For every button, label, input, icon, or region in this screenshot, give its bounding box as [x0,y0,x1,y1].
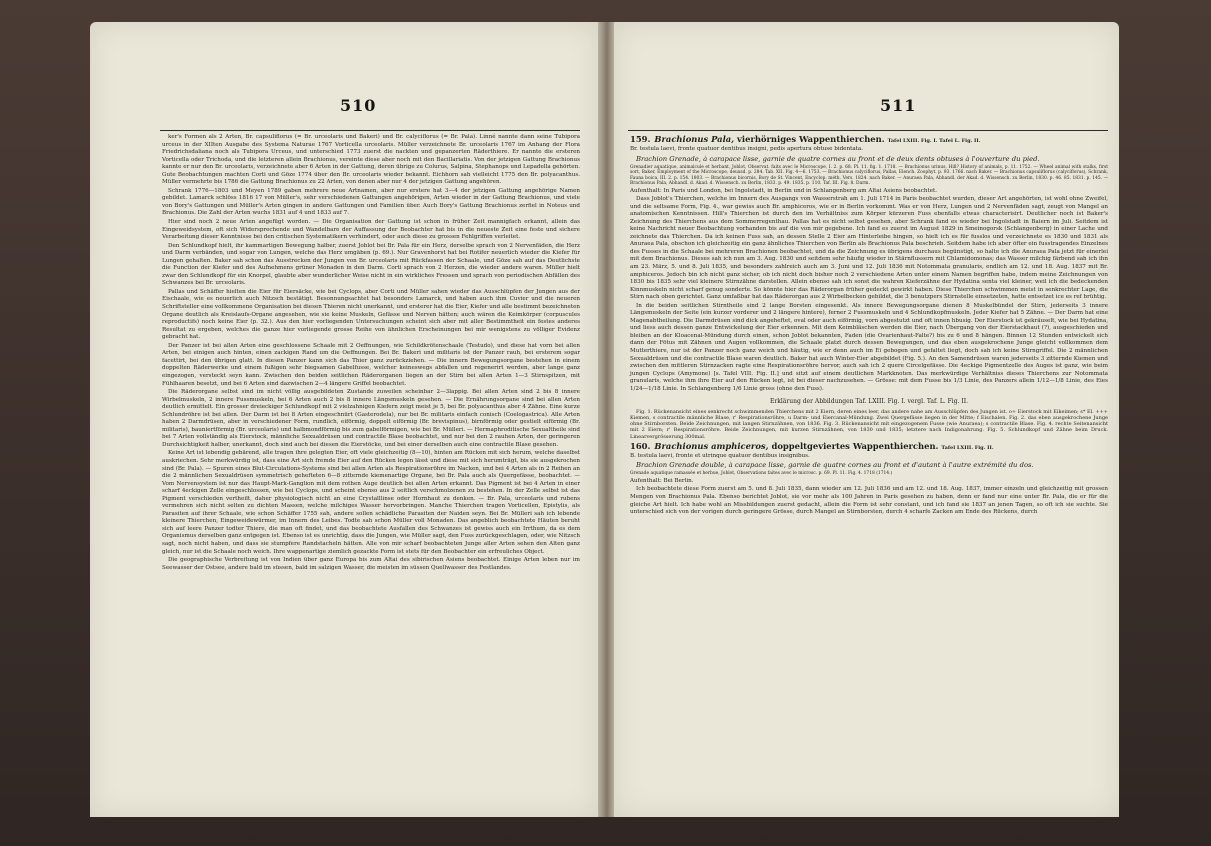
paragraph: Den Schlundkopf hielt, ihr kammartigen Bewegung halber, zuerst Joblot bei Br. Pala für ein Herz, derselbe sprach von 2 Nervenfäden, die Herz und Darm verbänden, und sogar von Lungen, welche das Herz umgäben (p. 69.). Nur Gravenhorst hat bei Rotifer neuerlich wieder die Kiefer für Lungen gehalten. Baker sah schon das Ausstrecken der Jungen von Br. urceolaris mit Rückfassen der Schaale, und Göze sah auf das Deutlichste die Function der Kiefer und des Aufnehmens grüner Monaden in den Darm. Corti sprach von 2 Herzen, die wieder andere waren. Müller hielt zwar den Schlundkopf für ein Knorpel, glaubte aber wunderlicher Weise nicht in ein wirkliches Fressen und sprach von periodischen Abfällen des Schwanzes bei Br. urceolaris. [162,242,580,287]
section-number: 159. [630,134,651,144]
paragraph: ker's Formen als 2 Arten, Br. capsuliflorus (= Br. urceolaris und Bakeri) und Br. calyciflorus (= Br. Pala). Linné nannte dann seine Tubipora urceus in der XIIten Ausgabe des Systema Naturae 1767 Vorticella urceolaris. Müller verzeichnete Br. urceolaris 1767 im Anhang der Flora Friedrichsdaliana noch als Tubipora Urceus, und unterschied 1773 zuerst die nackten und gepanzerten Räderthiere. Er nannte die ersteren Vorticella oder Trichoda, und die letzteren allein Brachionus, vereinte diese aber noch mit den Bacillariatis. Von der jetzigen Gattung Brachionus kannte er nur den Br. urceolaris, verzeichnete aber 6 Arten in der Gattung, deren übrige zu Colurus, Salpina, Stephanops und Lepadella gehörten. Gute Beobachtungen machten Corti und Göze 1774 über den Br. urceolaris wieder bekannt. Eichhorn sah vielleicht 1775 den Br. polyacanthus. Müller vermehrte bis 1786 die Gattung Brachionus zu 22 Arten, von denen aber nur 4 der jetzigen Gattung angehören. [162,134,580,186]
book-gutter [598,22,614,817]
page-number: 511 [880,96,917,115]
page-number: 510 [340,96,377,115]
plate-reference: Tafel LXIII. Fig. II. [941,444,994,451]
paragraph: Pallas und Schäffer hielten die Eier für Eiersäcke, wie bei Cyclops, aber Corti und Müller sahen wieder das Ausschlüpfen der Jungen aus der Eischaale, wie es neuerlich auch Nitzsch bestätigt. Besonnungsachtet hat besonders Lamarck, und haben auch ihm Cuvier und die neueren Schriftsteller eine vollkommene Organisation bei diesen Thieren nicht unerkannt, und ersterer hat die Eier, Kiefer und alle bestimmt bezeichneten Organe deutlich als Kreislaufs-Organe angesehen, wie sie keine Muskeln, Gefässe und Nerven hätten; auch wären die Keimkörper (corpuscules reproductifs) noch keine Eier (p. 32.). Aus den hier vorliegenden Untersuchungen scheint sich aber mit aller Bestimmtheit ein festes anderes Resultat zu ergeben, welches die ganze hier vorliegende grosse Reihe von ähnlichen Erscheinungen bei mir wenigstens zu völliger Evidenz gebracht hat. [162,288,581,341]
habitat: Aufenthalt: Bei Berlin. [630,477,694,484]
paragraph: Dass Joblot's Thierchen, welche im Innern des Ausgangs von Wasserstrah am 1. Juli 1714 in Paris beobachtet wurden, dieser Art angehörten, ist wohl ohne Zweifel, und die seltsame Form, Fig. 4., war gewiss auch Br. amphiceros, wie er in Berlin vorkommt. Was er von Herz, Lungen und 2 Nervenfäden sagt, zeugt von Mangel an anatomischen Kenntnissen. Hill's Thierchen ist durch den im Verhältniss zum Körper kürzeren Fuss ebenfalls etwas characterisirt. Deutlicher noch ist Baker's Zeichnung des Thierchens aus dem Sommerregenthau. Pallas hat es nicht selbst gesehen, aber Schrank fand es wieder bei Ingolstadt in Baiern im Juli. Seitdem ist keine Nachricht neuer Beobachtung vorhanden bis auf die von mir gegebene. Ich fand es zuerst im August 1829 in Smeinogorsk (Schlangenberg) in einer Lache und zeichnete das Thierchen. Da ich keinen Fuss sah, an dessen Stelle 2 Eier am Hinterleibe hingen, so hielt ich es für fusslos und verzeichnete es 1830 und 1831 als Anuraea Pala, obschon ich gleichzeitig ein ganz ähnliches Thierchen von Berlin als Brachionus Pala beschrieb. Seitdem habe ich aber öfter ein fusstragendes Einzelnes des Fusses in die Schaale bei mehreren Brachionen beobachtet, und da die Zeichnung es übrigens durchaus begünstigt, so halte ich die Anuraea Pala jetzt für einerlei mit dem Brachionus. Dieses sah ich nun am 3. Aug. 1830 und seitdem sehr häufig wieder in Stärnflussern mit Chlamidomonas; das Wasser milchig färbend sah ich ihn am 23. März, 5. und 8. Juli 1835, und besonders zahlreich auch am 3. Juni und 12. Juli 1836 mit Notommata granularis, endlich am 12. und 18. Aug. 1837 mit Br. amphiceros. Jedoch bin ich nicht ganz sicher, ob ich nicht doch bisher noch 2 verschiedene Arten unter einem Namen begriffen habe, indem meine Zeichnungen von 1830 bis 1835 sehr viel kleinere Stirnzähne darstellen. Allein ebenso sah ich sonst die wahren Kieferzähne der Hydatina senta viel kleiner, weil ich die bedeckenden Kinnmuskeln nicht scharf genug sonderte. So könnte hier das Räderorgan früher gedeckt gewirkt haben. Diese Thierchen schwimmen meist in senkrechter Lage, die Stirn nach oben gerichtet. Ganz umfaßbar hat das Räderorgan aus 2 Wirbelbecken gebildet, die 3 benutzpers Stirnstelle einsetzeten, hatte entsetzet ice es ref brühtig. [630,196,1108,301]
section-heading-159 [630,134,1108,145]
latin-diagnosis: Br. testula laevi, fronte quatuor dentibus insigni, pedis apertura obtuse bidentata. [630,146,864,152]
section-heading-160 [630,441,1108,452]
synonymy-references: Grenadier aquatique, animalcule et herbant, Joblot, Observat. faits avec le Microscope, I. 2. p. 68. Pl. 11. fig. 1. 1718. — Brachionus urinus, Hill? History of animals, p. 11. 1752. — Wheel animal with stalks, first sort, Baker, Employment of the Microscope, deuxsd. p. 284. Tab. XII. Fig. 4—6. 1753. — Brachionus calyciflorus, Pallas, Elench. Zoophyt. p. 93. 1766. nach Baker. — Brachionus capsuliflorus (calyciflorus), Schrank, Fauna boica, III. 2. p. 154. 1803. — Brachionus bicornis, Bory de St. Vincent, Encyclop. méth. Vers. 1824. nach Baker. — Anuraea Pala, Abhandl. der Akad. d. Wissensch. zu Berlin, 1830. p. 46. 85. 1831. p. 145. — Brachionus Pala, Abhandl. d. Akad. d. Wissensch. zu Berlin, 1833. p. 49. 1835. p. 110. Taf. III. Fig. 8. Darm. [630,164,1108,187]
paragraph: Keine Art ist lebendig gebärend, alle tragen ihre gelegten Eier, oft viele gleichzeitig (8—10), hinten am Rücken mit sich herum, welche daselbst auskriechen. Sehr merkwürdig ist, dass eine Art sich fremde Eier auf den Rücken legen lässt und diese mit sich herumträgt, bis sie ausgekrochen sind (Br. Pala). — Spuren eines Blut-Circulations-Systems sind bei allen Arten als Respirationsröhre im Nacken, und bei 4 Arten als in 2 Reihen an die 2 männlichen Sexualdrüsen symmetrisch gehefteten 6—8 zitternde kiemenartige Organe, bei Br. Pala auch als Quergefässe, beobachtet. — Vom Nervensystem ist nur das Haupt-Mark-Ganglion mit dem rothen Auge deutlich bei allen Arten erkannt. Das Pigment ist bei 4 Arten in einer scharf 4eckigen Zelle eingeschlossen, wie bei Cyclops, und scheint ebenso aus 2 seitlich verschmolzenen zu bestehen. In der Zelle selbst ist das Pigment verschieden vertheilt, daher physiologisch nicht an eine Crystalllinse oder Hornhaut zu denken. — Br. Pala, urceolaris und rubens vermehren sich nicht selten zu dichten Massen, welche milchiges Wasser hervorbringen. Manche Thierchen tragen Vorticellen, Epistylis, als Parasiten auf ihrer Schaale, wie schon Schäffer 1755 sah, andere sollen schädliche Parasiten der Naiden seyn. Bei Br. Mülleri sah ich lebende kleinere Thierchen, Eingeweidewürmer, im Innern des Leibes. Todte sah schon Müller voll Monaden. Das angeblich beobachtete Häuten beruht sich auf leere Panzer todter Thiere, die man oft findet, und das beobachtete Ausfallen des Schwanzes ist gewiss auch ein Irrthum, da es dem Organismus derselben ganz entgegen ist. Ebenso ist es unrichtig, dass die Jungen, wie Müller sagt, den Fuss zurückgeschlagen, oder, wie Nitzsch sagt, noch nicht haben, und dass sie stumpfere Randstacheln hätten. Alle von mir scharf beobachteten Junge aller Arten sehen den Alten ganz gleich, nur ist die Schaale noch weich. Ihre wappenartige ziemlich gezackte Form ist stets für den Beobachter ein erfreuliches Object. [162,450,580,555]
paragraph: Ich beobachtete diese Form zuerst am 5. und 8. Juli 1835, dann wieder am 12. Juli 1836 und am 12. und 18. Aug. 1837, immer einzeln und gleichzeitig mit grossen Mengen von Brachionus Pala. Ebenso berichtet Joblot, sie vor mehr als 100 Jahren in Paris gesehen zu haben, denn er fand nur eine unter Br. Pala, die er für die gleiche Art hielt. Ich habe wohl an Missbildungen zuerst gedacht, allein die Form ist sehr constant, und ich fand sie 1837 an jenen Tagen, so oft ich sie suchte. Sie unterschied sich von der vorigen durch geringere Grösse, durch Mangel an Stirnborsten, durch 4 scharfe Zacken am Ende des Rückens, durch [630,486,1108,516]
paragraph: Die geographische Verbreitung ist von Indien über ganz Europa bis zum Altai des sibirischen Asiens beobachtet. Einige Arten leben nur im Seewasser der Ostsee, andere bald im süssen, bald im salzigen Wasser, die meisten im süssen Quellwasser des Festlandes. [162,557,580,571]
paragraph: Schrank 1776—1803 und Meyen 1789 gaben mehrere neue Artnamen, aber nur erstere hat 3—4 der jetzigen Gattung angehörige Namen gebildet. Lamarck schlöss 1816 17 von Müller's, sehr verschiedenen Gattungen angehörigen, Arten wieder in der Gattung Brachionus, und viele von Bory's Gattungen und Müller's Arten gingen in andere Gattungen und Familien über. Auch Bory's Gattung Brachionus zerfiel in Noteus und Brachionus. Die Zahl der Arten wuchs 1831 auf 4 und 1833 auf 7. [162,187,580,217]
right-page [614,22,1119,817]
species-name: Brachionus amphiceros, [654,440,769,451]
habitat: Aufenthalt: In Paris und London, bei Ingolstadt, in Berlin und in Schlangenberg am Altai Asiens beobachtet. [630,187,938,194]
section-title: vierhörniges Wappenthierchen. [737,134,885,144]
french-diagnosis: Brachion Grenade double, à carapace lisse, garnie de quatre cornes au front et d'autant à l'autre extrémité du dos. [636,461,1034,470]
section-title: doppeltgeviertes Wappenthierchen. [771,440,939,451]
section-number: 160. [630,440,651,451]
left-page-text [162,134,580,573]
right-page-text [630,134,1108,518]
latin-diagnosis: B. testula laevi, fronte et utrinque quatuor dentibus insignibus. [630,452,810,459]
paragraph: Die Räderorgane selbst sind im nicht völlig ausgebildeten Zustande zuweilen scheinbar 2—3lappig. Bei allen Arten sind 2 bis 8 innere Wirbelmuskeln, 2 innere Fussmuskeln, bei 6 Arten auch 2 bis 8 innere Längsmuskeln gesehen. — Die Ernährungsorgane sind bei allen Arten deutlich ermittelt. Ein grosser dreieckiger Schlundkopf mit 2 vielzahnigen Kiefern zeigt meist je 5, bei Br. polyacanthus aber 4 Zähne. Eine kurze Schlundröhre ist bei allen. Der Darm ist bei 8 Arten eingeschnürt (Gasterodela), nur bei Br. militaris einfach conisch (Coelogastrica). Alle Arten haben 2 Darmdrüsen, aber in verschiedener Form, rundlich, eiförmig, doppelt eiförmig (Br. brevispinus), birnförmig oder gestielt eiförmig (Br. militaris), bauniertförmig (Br. urceolaris) und halbmondförmig bis zum gabelförmigen, wie bei Br. Mülleri. — Hermaphroditische Sexualtheile sind bei 7 Arten vollständig als Eierstock, männliche Sexualdrüsen und contractile Blase beobachtet, und nur bei den 2 rauhen Arten, der geringeren Durchsichtigkeit halber, unerkannt, doch sind auch bei diesen die Eierstöcke, und bei einer derselben auch eine contractile Blase gesehen. [162,389,580,448]
paragraph: Hier sind noch 2 neue Arten angefügt worden. — Die Organisation der Gattung ist schon in früher Zeit mannigfach erkannt, allein das Eingeweidsystem, oft sich Widersprechende und Wandelbare der Auffassung der Beobachter hat bis in die neueste Zeit eine feste und sichere Verarbeitung dieser Kenntnisse bei den critischen Systematikern verhindert, oder auch diese zu grossen Fehlgriffen verleitet. [162,219,580,241]
synonymy-references: Grenade aquatique ramassée et herbue, Joblot, Observations faites avec le microsc. p. 69. Pl. 11. Fig. 4. 1718 (1714.) [630,471,893,477]
plate-reference: Tafel LXIII. Fig. I. Tafel L. Fig. II. [887,138,981,144]
left-page [90,22,598,817]
species-name: Brachionus Pala, [654,134,735,144]
paragraph: In die beiden seitlichen Stirntheile sind 2 lange Borsten eingesenkt. Als innere Bewegungsorgane dienen 8 Muskelbündel der Stirn, jederseits 3 innere Längsmuskeln der Seite (ein kurzer vorderer und 2 längere hintere), ferner 2 Fussmuskeln und 4 Schlundkopfmuskeln. Jeder Kiefer hat 5 Zähne. — Der Darm hat eine Magenabtheilung. Die Darmdrüsen sind dick angeheftet, oval oder auch eiförmig, vorn abgestutzt und oft innen hbusig. Der Eierstock ist gekräuselt, wie bei Hydatina, und liess auch dessen ganze Entwickelung der Eier erkennen. Mit dem Keimbläschen werden die Eier, nach Übergang von der Eierstackhaut (?), ausgeschieden und bleiben an der Kloacenal-Mündung durch einen, schon Joblot bekannten, Faden (die Ovarienhaut-Falte?) bis zu 6 und 8 hängen. Binnen 12 Stunden entwickelt sich dann der Fötus mit Zähnen und Augen vollkommen, die Schaale platzt durch dessen Bewegungen, und das eben ausgekrochene Junge gleicht vollkommen dem Mutterthiere, nur ist der Panzer noch ganz weich und häutig, wie er denn auch im Ei gebogen und gefaltet liegt, doch sah ich keine Stirngriffel. Die 2 männlichen Sexualdrüsen und die contractile Blase waren deutlich. Baker hat auch Winter-Eier abgebildet (Fig. 5.). An den Samendrüsen waren jederseits 3 zitternde Kiemen und zwischen den mittleren Stirnzacken ragte eine Respirationsröhre hervor, auch sah ich 2 quere Circelgefässe. Die 4eckige Pigmentzelle des Auges ist ganz, wie beim jungen Cyclops (Amymone) [s. Tafel VIII. Fig. II.] und sitzt auf einem deutlichen Markknoten. Das merkwürdige Verhältniss dieses Thierchens zur Notommata granularis, welche ihm ihre Eier auf den Rücken legt, ist bei dieser nachzusehen. — Grösse: mit dem Fusse bis 1/3 Linie, des Panzers allein 1/12—1/8 Linie, des Eies 1/24—1/18 Linie. In Schlangenberg 1/6 Linie gross (ohne den Fuss). [630,302,1108,392]
french-diagnosis: Brachion Grenade, à carapace lisse, garnie de quatre cornes au front et de deux dents obtuses à l'ouverture du pied. [636,154,1040,163]
figure-explanation: Fig. 1. Rückenansicht eines senkrecht schwimmenden Thierchens mit 2 Eiern, deren eines leer, das andere nahe am Ausschlüpfen des Jungen ist. o+ Eierstock mit Eikeimen; s* El. +++ Kiemen, s contractile männliche Blase, r' Respirationsröhre, u Darm- und Eiercanal-Mündung. Zwei Quergefässe liegen in der Mitte; f Eischalen. Fig. 2. das eben ausgekrochene Junge ohne Stirnborsten. Beide Zeichnungen, mit langen Stirnzähnen, von 1836. Fig. 3. Rückenansicht mit eingezogenem Fusse (wie Anuraea); s contractile Blase. Fig. 4. rechte Seitenansicht mit 2 Eiern; r' Respirationsröhre. Beide Zeichnungen, mit kurzen Stirnzähnen, von 1830 und 1835; letztere nach Indigonahrung. Fig. 5. Schlundkopf und Zähne beim Druck. Linearvergrösserung 300mal. [630,408,1108,440]
figure-explanation-heading: Erklärung der Abbildungen Taf. LXIII. Fig. I. vergl. Taf. L. Fig. II. [769,398,968,406]
header-rule [160,130,580,131]
header-rule [628,130,1108,131]
paragraph: Der Panzer ist bei allen Arten eine geschlossene Schaale mit 2 Oeffnungen, wie Schildkrötenschaale (Testudo), und diese hat vorn bei allen Arten, bei einigen auch hinten, einen zackigen Rand um die Oeffnungen. Bei Br. Bakeri und militaris ist der Panzer rauh, bei ersterem sogar facettirt, bei den übrigen glatt. In diesen Panzer kann sich das Thier ganz zurückziehen. — Die innern Bewegungsorgane bestehen in einem doppelten Räderwerke und einem fußigen sehr biegsamen Gabelfusse, welcher keineswegs abfallen und regenerirt werden, aber lange ganz eingezogen, versteckt seyn kann. Zwischen den beiden seitlichen Räderorganen liegen an der Stirn bei allen Arten 1—3 Stirnspitzen, mit Fühlhaaren besetzt, und bei 6 Arten sind dazwischen 2—4 längere Griffel beobachtet. [162,342,580,387]
